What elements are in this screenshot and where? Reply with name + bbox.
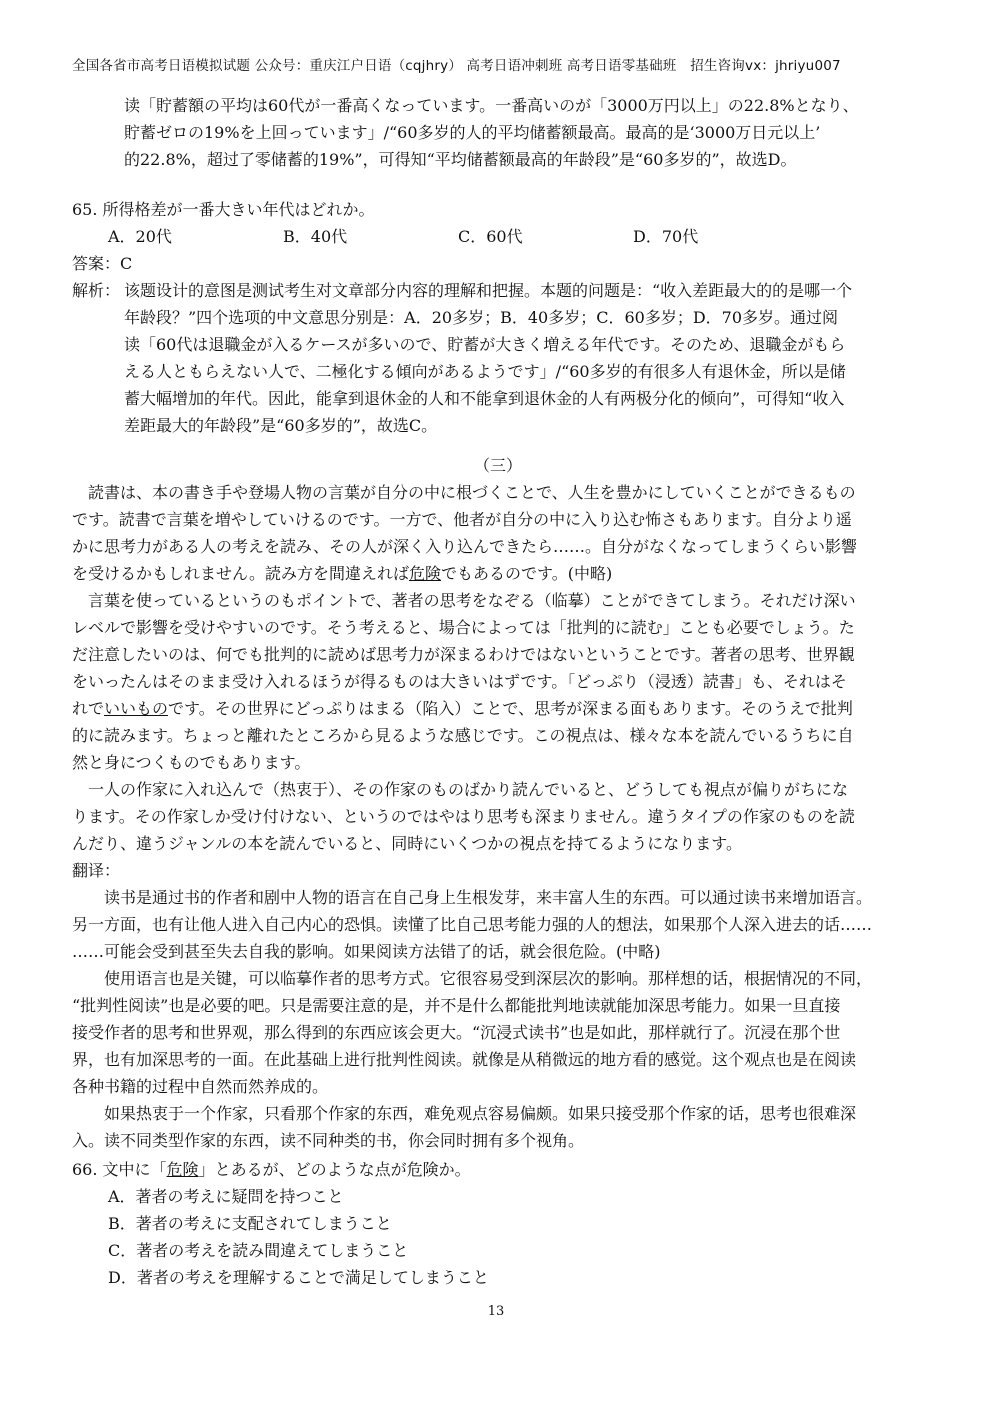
options-row <box>72 223 924 250</box>
question-65 <box>72 196 924 439</box>
text-line: 読書は、本の書き手や登場人物の言葉が自分の中に根づくことで、人生を豊かにしていくことができるもの <box>88 483 856 502</box>
text-line: 貯蓄ゼロの19%を上回っています」/“60多岁的人的平均储蓄额最高。最高的是‘3000万日元以上’ <box>124 123 821 142</box>
underlined-word-kiken: 危険 <box>166 1160 199 1179</box>
translation-paragraph-2 <box>72 965 924 1100</box>
text-line: をいったんはそのまま受け入れるほうが得るものは大きいはずです。「どっぷり（浸透）読書」も、それはそ <box>72 672 847 691</box>
text-span: 」とあるが、どのような点が危険か。 <box>198 1160 471 1179</box>
text-line <box>72 695 924 722</box>
option-a: A．著者の考えに疑問を持つこと <box>108 1187 344 1206</box>
option-c: C．著者の考えを読み間違えてしまうこと <box>108 1241 409 1260</box>
answer-label: 答案： <box>72 254 121 273</box>
text-line: 然と身につくものでもあります。 <box>72 753 311 772</box>
text-line: 使用语言也是关键，可以临摹作者的思考方式。它很容易受到深层次的影响。那样想的话，根据情况的不同， <box>104 969 873 988</box>
text-line <box>72 560 924 587</box>
option-a: A．20代 <box>108 227 172 246</box>
text-line: “批判性阅读”也是必要的吧。只是需要注意的是，并不是什么都能批判地读就能加深思考能力。如果一旦直接 <box>72 996 841 1015</box>
analysis-rest <box>72 304 924 439</box>
option-b: B．40代 <box>283 227 348 246</box>
text-line: です。読書で言葉を増やしていけるのです。一方で、他者が自分の中に入り込む怖さもあります。自分より遥 <box>72 510 852 529</box>
text-line: 差距最大的年龄段”是“60多岁的”，故选C。 <box>124 416 438 435</box>
question-text <box>72 1156 924 1183</box>
text-line: ります。その作家しか受け付けない、というのではやはり思考も深まりません。違うタイプの作家のものを読 <box>72 807 855 826</box>
question-66 <box>72 1156 924 1291</box>
text-line: かに思考力がある人の考えを読み、その人が深く入り込んできたら……。自分がなくなってしまうくらい影響 <box>72 537 857 556</box>
answer-value: C <box>120 254 133 273</box>
text-line: 另一方面，也有让他人进入自己内心的恐惧。读懂了比自己思考能力强的人的想法，如果那个人深入进去的话…… <box>72 915 873 934</box>
answer-line <box>72 250 924 277</box>
text-line: 界，也有加深思考的一面。在此基础上进行批判性阅读。就像是从稍微远的地方看的感觉。这个观点也是在阅读 <box>72 1050 857 1069</box>
page-number: 13 <box>487 1304 505 1319</box>
underlined-word-iimono: いいもの <box>104 699 169 718</box>
text-line: 一人の作家に入れ込んで（热衷于）、その作家のものばかり読んでいると、どうしても視点が偏りがちにな <box>88 780 849 799</box>
text-line: 年龄段？”四个选项的中文意思分别是：A．20多岁；B．40多岁；C．60多岁；D．70多岁。通过阅 <box>124 308 839 327</box>
analysis-label: 解析： <box>72 281 121 300</box>
text-line: 读「60代は退職金が入るケースが多いので、貯蓄が大きく増える年代です。そのため、退職金がもら <box>124 335 846 354</box>
prev-explanation <box>72 92 976 173</box>
text-line: 读书是通过书的作者和剧中人物的语言在自己身上生根发芽，来丰富人生的东西。可以通过读书来增加语言。 <box>104 888 873 907</box>
text-span: を受けるかもしれません。読み方を間違えれば <box>72 564 409 583</box>
translation-paragraph-1 <box>72 884 924 965</box>
text-line: 读「貯蓄額の平均は60代が一番高くなっています。一番高いのが「3000万円以上」の22.8%となり、 <box>124 96 859 115</box>
text-line: レベルで影響を受けやすいのです。そう考えると、場合によっては「批判的に読む」ことも必要でしょう。た <box>72 618 855 637</box>
underlined-word-kiken: 危険 <box>408 564 441 583</box>
jp-paragraph-1 <box>72 479 924 587</box>
text-line: 接受作者的思考和世界观，那么得到的东西应该会更大。“沉浸式读书”也是如此，那样就行了。沉浸在那个世 <box>72 1023 841 1042</box>
text-line: だ注意したいのは、何でも批判的に読めば思考力が深まるわけではないということです。著者の思考、世界観 <box>72 645 855 664</box>
option-d: D．著者の考えを理解することで満足してしまうこと <box>108 1268 489 1287</box>
text-span: です。その世界にどっぷりはまる（陷入）ことで、思考が深まる面もあります。そのうえで批判 <box>168 699 853 718</box>
text-line: 入。读不同类型作家的东西，读不同种类的书，你会同时拥有多个视角。 <box>72 1131 585 1150</box>
translation-paragraph-3 <box>72 1100 924 1154</box>
text-span: 66. 文中に「 <box>72 1160 167 1179</box>
option-b: B．著者の考えに支配されてしまうこと <box>108 1214 392 1233</box>
options-list <box>72 1183 924 1291</box>
text-line: んだり、違うジャンルの本を読んでいると、同時にいくつかの視点を持てるようになります。 <box>72 834 743 853</box>
text-line: 言葉を使っているというのもポイントで、著者の思考をなぞる（临摹）ことができてしまう。それだけ深い <box>88 591 856 610</box>
jp-paragraph-3 <box>72 776 924 857</box>
text-line: える人ともらえない人で、二極化する傾向があるようです」/“60多岁的有很多人有退休金，所以是储 <box>124 362 846 381</box>
text-line: ……可能会受到甚至失去自我的影响。如果阅读方法错了的话，就会很危险。(中略) <box>72 942 661 961</box>
option-d: D．70代 <box>633 227 699 246</box>
text-line: 蓄大幅增加的年代。因此，能拿到退休金的人和不能拿到退休金的人有两极分化的倾向”，可得知“收入 <box>124 389 845 408</box>
text-line: 各种书籍的过程中自然而然养成的。 <box>72 1077 329 1096</box>
jp-paragraph-2 <box>72 587 924 776</box>
text-span: でもあるのです。(中略) <box>440 564 613 583</box>
page-header: 全国各省市高考日语模拟试题 公众号：重庆江户日语（cqjhry） 高考日语冲刺班 高考日语零基础班 招生咨询vx：jhriyu007 <box>72 58 841 74</box>
question-text: 65. 所得格差が一番大きい年代はどれか。 <box>72 200 375 219</box>
section-3 <box>72 452 924 1154</box>
translation-label: 翻译： <box>72 861 121 880</box>
text-line: 如果热衷于一个作家，只看那个作家的东西，难免观点容易偏颇。如果只接受那个作家的话，思考也很难深 <box>104 1104 857 1123</box>
analysis-first-line: 该题设计的意图是测试考生对文章部分内容的理解和把握。本题的问题是：“收入差距最大的的是哪一个 <box>124 281 853 300</box>
text-line: 的に読みます。ちょっと離れたところから見るような感じです。この視点は、様々な本を読んでいるうちに自 <box>72 726 854 745</box>
text-span: れで <box>72 699 105 718</box>
analysis <box>72 277 924 304</box>
option-c: C．60代 <box>458 227 523 246</box>
text-line: 的22.8%，超过了零储蓄的19%”，可得知“平均储蓄额最高的年龄段”是“60多岁的”，故选D。 <box>124 150 797 169</box>
section-title: （三） <box>473 456 522 475</box>
